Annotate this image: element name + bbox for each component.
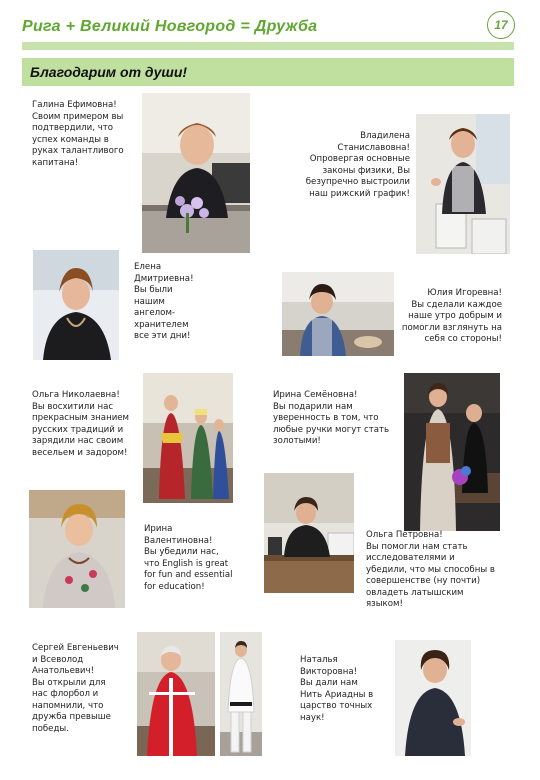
caption-vladilena: Владилена Станиславовна! Опровергая основные законы физики, Вы безупречно выстроили наш рижский график! — [305, 131, 410, 199]
page-header-title: Рига + Великий Новгород = Дружба — [22, 18, 318, 35]
caption-yulia: Юлия Игоревна! Вы сделали каждое наше утро добрым и помогли взглянуть на себя со стороны! — [401, 288, 502, 344]
photo-vladilena — [416, 114, 510, 254]
photo-yulia — [282, 272, 394, 356]
photo-olga-nikolaevna — [143, 373, 233, 503]
photo-vsevolod — [220, 632, 262, 756]
caption-galina: Галина Ефимовна! Своим примером вы подтвердили, что успех команды в руках талантливого капитана! — [32, 100, 124, 168]
caption-olga-petrovna: Ольга Петровна! Вы помогли нам стать исследователями и убедили, что мы способны в совершенстве (ну почти) овладеть латышским языком! — [366, 530, 495, 609]
header-divider-gap — [22, 50, 514, 57]
caption-irina-valentinovna: Ирина Валентиновна! Вы убедили нас, что English is great for fun and essential for education! — [144, 524, 233, 592]
photo-sergey — [137, 632, 215, 756]
photo-galina — [142, 93, 250, 253]
section-banner — [22, 58, 514, 86]
caption-sergey-vsevolod: Сергей Евгеньевич и Всеволод Анатольевич! Вы открыли для нас флорбол и напомнили, что дружба превыше победы. — [32, 643, 119, 734]
caption-natalya: Наталья Викторовна! Вы дали нам Нить Ариадны в царство точных наук! — [300, 655, 374, 723]
photo-irina-valentinovna — [29, 490, 125, 608]
photo-natalya — [395, 640, 471, 756]
photo-elena — [33, 250, 119, 360]
photo-irina-semyonovna — [404, 373, 500, 531]
caption-olga-nikolaevna: Ольга Николаевна! Вы восхитили нас прекрасным знанием русских традиций и зарядили нас своим весельем и задором! — [32, 390, 130, 458]
page-number-badge: 17 — [487, 11, 515, 39]
section-banner-text: Благодарим от души! — [30, 64, 188, 80]
header-divider — [22, 42, 514, 50]
caption-elena: Елена Дмитриевна! Вы были нашим ангелом- хранителем все эти дни! — [134, 262, 194, 341]
photo-olga-petrovna — [264, 473, 354, 593]
caption-irina-semyonovna: Ирина Семёновна! Вы подарили нам уверенность в том, что любые ручки могут стать золотыми! — [273, 390, 390, 446]
